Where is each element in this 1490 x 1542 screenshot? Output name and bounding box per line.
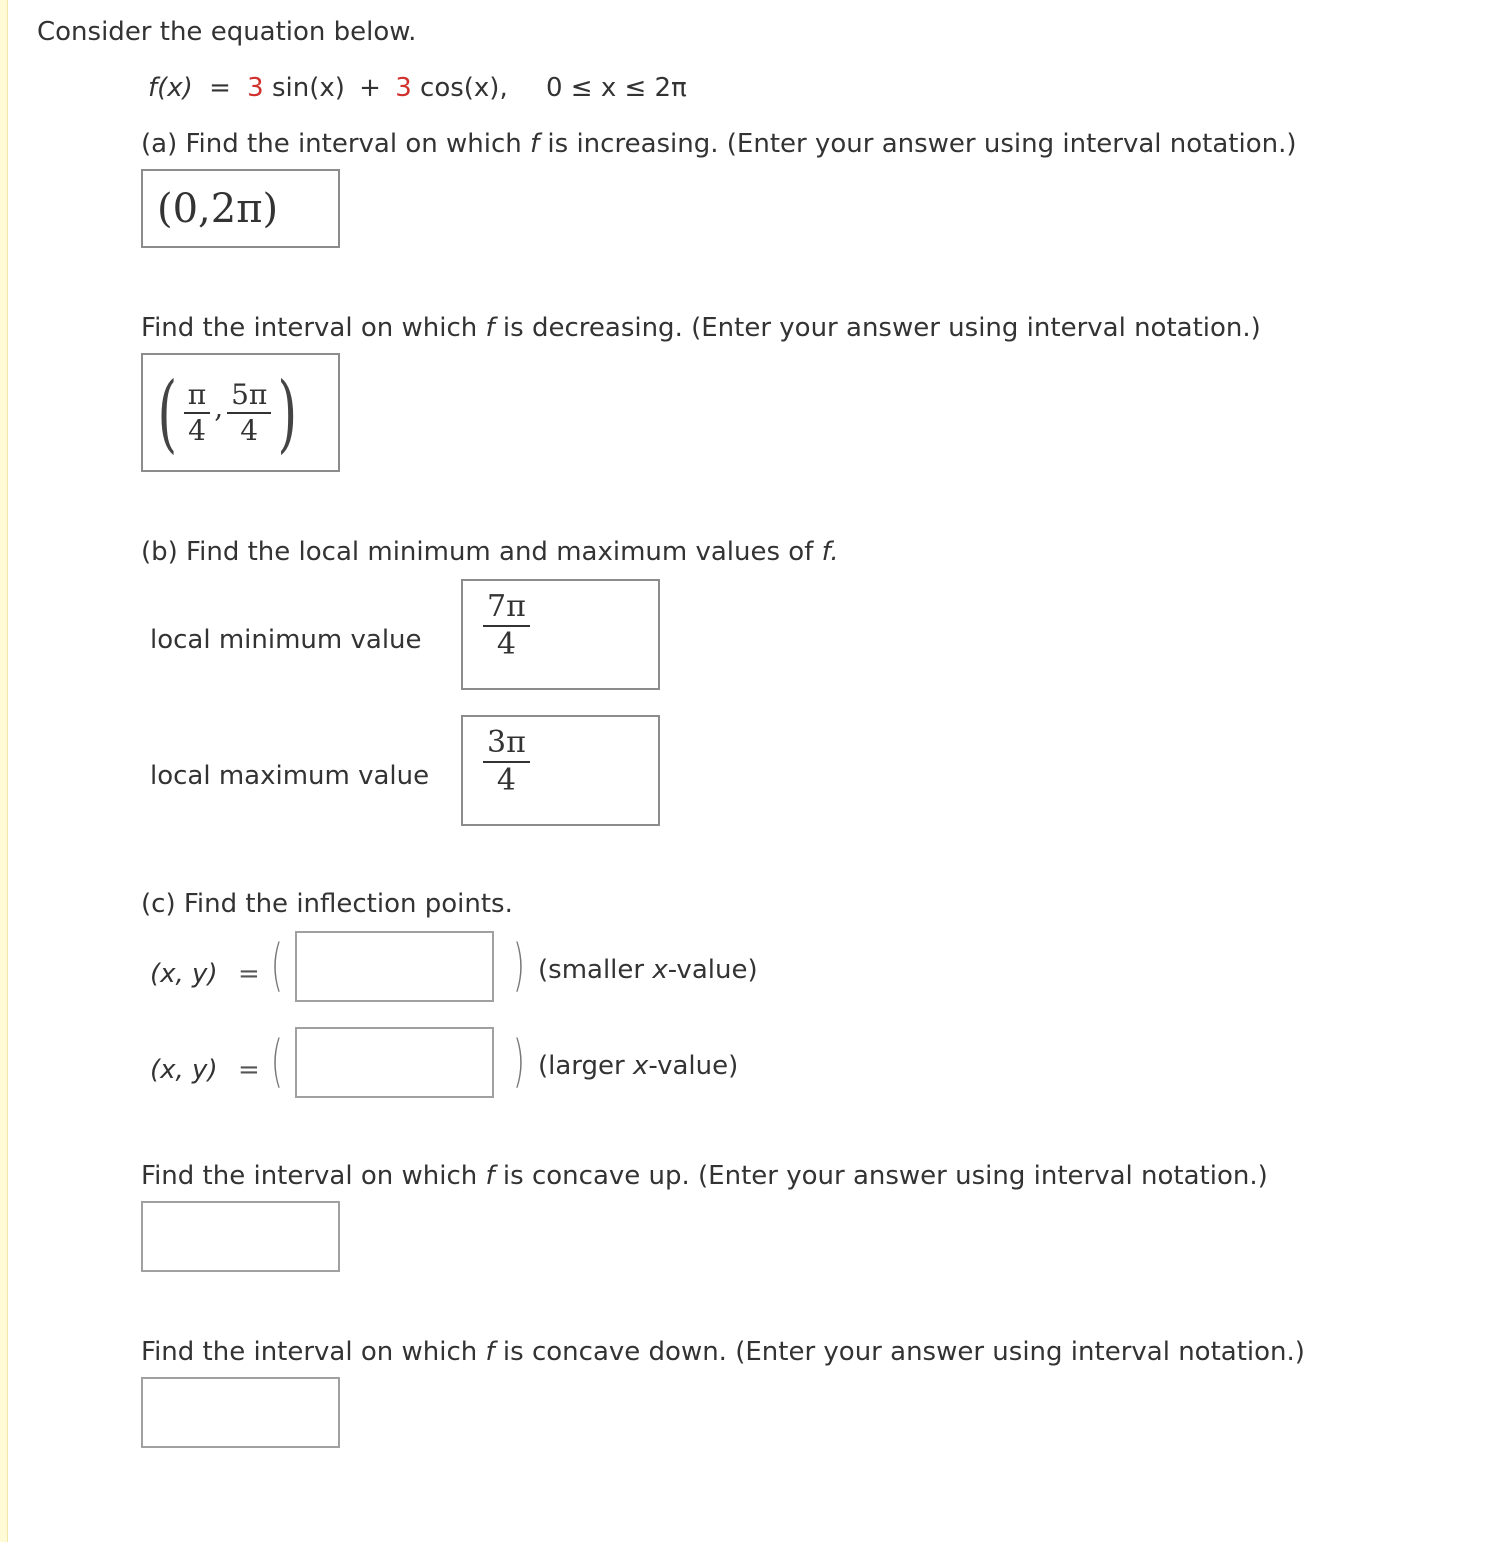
smaller-note-x: x <box>652 955 668 985</box>
local-max-answer-box[interactable] <box>461 715 660 826</box>
increasing-answer-box[interactable] <box>141 169 340 248</box>
concave-down-input[interactable] <box>141 1377 340 1448</box>
left-margin-bar <box>0 0 8 1542</box>
concave-up-prompt-prefix: Find the interval on which <box>141 1161 486 1191</box>
intro-text: Consider the equation below. <box>37 17 417 47</box>
local-max-fraction <box>483 727 530 797</box>
decreasing-fraction-1 <box>184 380 210 446</box>
local-max-numerator: 3π <box>487 725 526 760</box>
decreasing-answer <box>151 365 304 461</box>
fraction-1-denominator: 4 <box>188 414 206 447</box>
decreasing-prompt-suffix: is decreasing. (Enter your answer using interval notation.) <box>494 313 1261 343</box>
part-a-prompt-suffix: is increasing. (Enter your answer using interval notation.) <box>539 129 1297 159</box>
inflection-2-close-paren: ) <box>512 1029 525 1094</box>
part-b-prompt-f: f. <box>821 537 839 567</box>
inflection-1-label: (x, y) <box>150 959 218 989</box>
local-min-answer-box[interactable] <box>461 579 660 690</box>
inflection-2-open-paren: ( <box>270 1029 283 1094</box>
part-c-prompt: (c) Find the inflection points. <box>141 889 513 919</box>
equation-term-2: cos(x), <box>420 73 508 103</box>
part-a-prompt-f: f <box>530 129 540 159</box>
concave-up-prompt-f: f <box>485 1161 495 1191</box>
decreasing-close-paren: ) <box>277 364 298 462</box>
concave-up-prompt <box>141 1160 1268 1192</box>
coefficient-2: 3 <box>395 73 412 103</box>
local-max-label: local maximum value <box>150 761 430 791</box>
equation-domain: 0 ≤ x ≤ 2π <box>545 73 687 103</box>
decreasing-open-paren: ( <box>157 364 178 462</box>
local-max-answer <box>483 727 530 797</box>
part-b-prompt <box>141 536 839 568</box>
concave-down-prompt <box>141 1336 1305 1368</box>
part-a-prompt <box>141 128 1296 160</box>
concave-up-input[interactable] <box>141 1201 340 1272</box>
larger-note-suffix: -value) <box>648 1051 739 1081</box>
smaller-note-suffix: -value) <box>667 955 758 985</box>
local-min-fraction <box>483 591 530 661</box>
local-max-denominator: 4 <box>496 763 516 798</box>
local-min-answer <box>483 591 530 661</box>
concave-down-prompt-prefix: Find the interval on which <box>141 1337 486 1367</box>
equation-plus: + <box>359 73 381 103</box>
local-min-numerator: 7π <box>487 589 526 624</box>
decreasing-prompt-f: f <box>485 313 495 343</box>
larger-note-prefix: (larger <box>538 1051 633 1081</box>
inflection-2-note <box>538 1050 738 1082</box>
decreasing-answer-box[interactable] <box>141 353 340 472</box>
concave-down-prompt-f: f <box>485 1337 495 1367</box>
equation-equals: = <box>209 73 231 103</box>
local-min-label: local minimum value <box>150 625 422 655</box>
inflection-1-equals: = <box>238 959 260 989</box>
inflection-2-label: (x, y) <box>150 1055 218 1085</box>
increasing-answer: (0,2π) <box>157 186 279 232</box>
equation-term-1: sin(x) <box>271 73 345 103</box>
decreasing-prompt <box>141 312 1261 344</box>
inflection-2-equals: = <box>238 1055 260 1085</box>
inflection-2-input[interactable] <box>295 1027 494 1098</box>
fraction-2-denominator: 4 <box>240 414 259 447</box>
part-b-prompt-prefix: (b) Find the local minimum and maximum values of <box>141 537 822 567</box>
local-min-denominator: 4 <box>496 627 516 662</box>
inflection-1-open-paren: ( <box>270 933 283 998</box>
equation <box>148 72 687 104</box>
inflection-1-input[interactable] <box>295 931 494 1002</box>
concave-up-prompt-suffix: is concave up. (Enter your answer using interval notation.) <box>494 1161 1268 1191</box>
fraction-2-numerator: 5π <box>231 378 268 411</box>
decreasing-comma: , <box>214 390 224 424</box>
equation-lhs: f(x) <box>148 73 193 103</box>
decreasing-prompt-prefix: Find the interval on which <box>141 313 486 343</box>
coefficient-1: 3 <box>247 73 264 103</box>
smaller-note-prefix: (smaller <box>538 955 653 985</box>
decreasing-fraction-2 <box>227 380 271 446</box>
fraction-1-numerator: π <box>187 378 207 411</box>
part-a-prompt-prefix: (a) Find the interval on which <box>141 129 530 159</box>
larger-note-x: x <box>633 1051 649 1081</box>
inflection-1-close-paren: ) <box>512 933 525 998</box>
concave-down-prompt-suffix: is concave down. (Enter your answer using interval notation.) <box>494 1337 1305 1367</box>
inflection-1-note <box>538 954 758 986</box>
